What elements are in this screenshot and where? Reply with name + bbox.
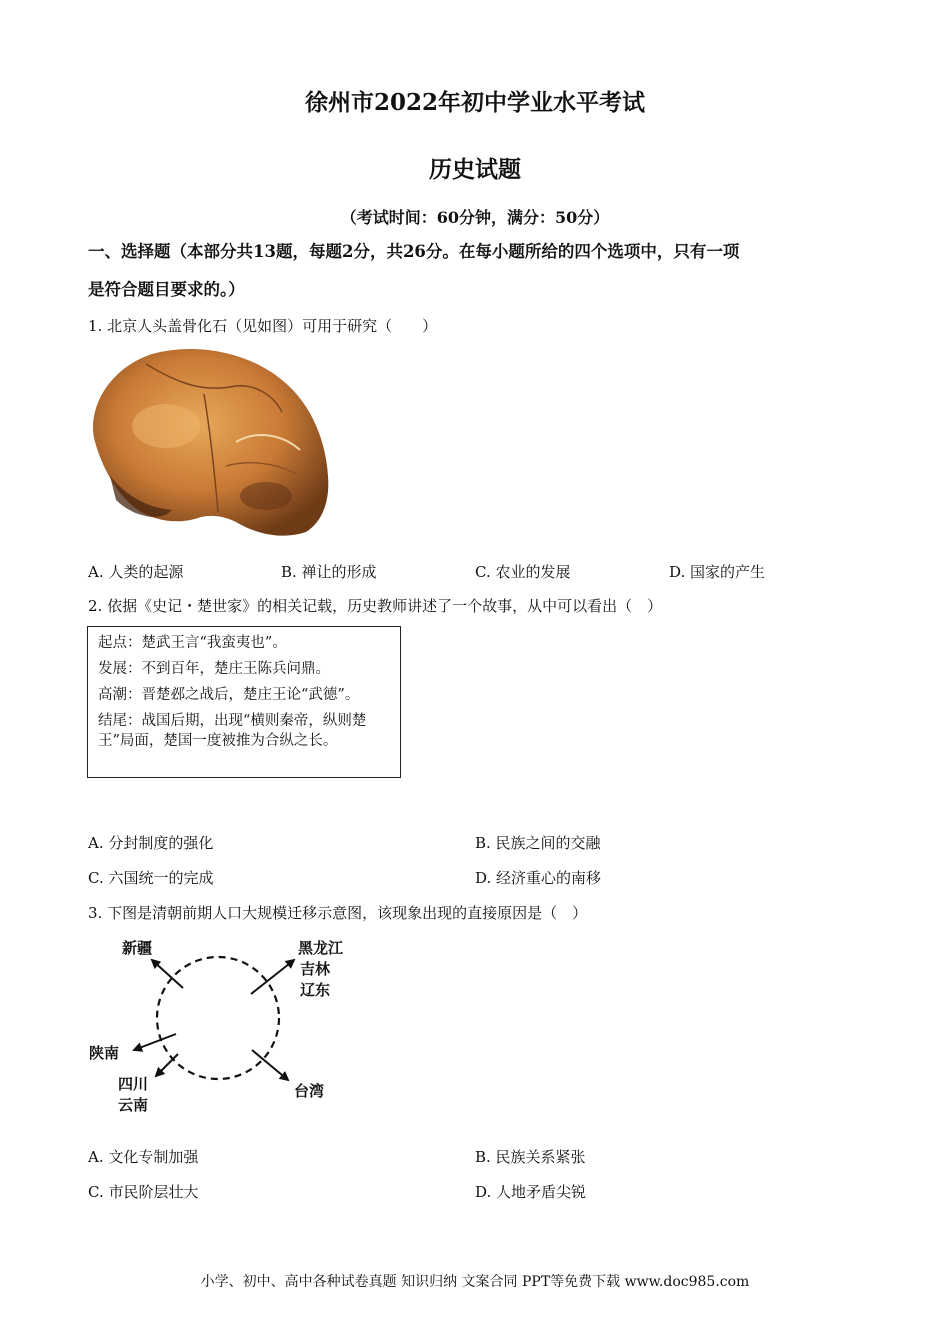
story-development: 发展：不到百年，楚庄王陈兵问鼎。	[98, 661, 330, 677]
q3-stem: 3. 下图是清朝前期人口大规模迁移示意图，该现象出现的直接原因是（ ）	[88, 904, 588, 922]
story-box	[87, 626, 401, 778]
map-label-yunnan: 云南	[118, 1096, 149, 1114]
story-start: 起点：楚武王言“我蛮夷也”。	[98, 635, 287, 651]
arrow-shaannan	[134, 1034, 176, 1050]
section-heading-line1: 一、选择题（本部分共13题，每题2分，共26分。在每小题所给的四个选项中，只有一项	[88, 242, 740, 261]
skull-fossil-image	[86, 346, 332, 540]
section-heading	[88, 233, 868, 309]
q2-option-d[interactable]: D. 经济重心的南移	[475, 869, 602, 887]
q3-option-a[interactable]: A. 文化专制加强	[88, 1148, 199, 1166]
section-heading-line2: 是符合题目要求的。）	[88, 280, 245, 299]
q2-option-c[interactable]: C. 六国统一的完成	[88, 869, 214, 887]
q1-stem: 1. 北京人头盖骨化石（见如图）可用于研究（ ）	[88, 317, 438, 335]
subject-title: 历史试题	[429, 156, 521, 183]
story-ending: 结尾：战国后期，出现“横则秦帝，纵则楚王”局面，楚国一度被推为合纵之长。	[98, 713, 367, 749]
map-label-jilin: 吉林	[300, 960, 331, 978]
migration-origin-circle	[157, 957, 279, 1079]
q1-option-a[interactable]: A. 人类的起源	[88, 563, 184, 581]
map-label-taiwan: 台湾	[294, 1082, 325, 1100]
q1-option-d[interactable]: D. 国家的产生	[669, 563, 766, 581]
story-climax: 高潮：晋楚邲之战后，楚庄王论“武德”。	[98, 687, 360, 703]
q3-option-c[interactable]: C. 市民阶层壮大	[88, 1183, 199, 1201]
q1-option-c[interactable]: C. 农业的发展	[475, 563, 571, 581]
arrow-xinjiang	[152, 960, 183, 988]
map-label-heilongjiang: 黑龙江	[298, 939, 344, 957]
q3-option-d[interactable]: D. 人地矛盾尖锐	[475, 1183, 587, 1201]
map-label-liaodong: 辽东	[300, 981, 331, 999]
q2-option-b[interactable]: B. 民族之间的交融	[475, 834, 601, 852]
q1-option-b[interactable]: B. 禅让的形成	[281, 563, 377, 581]
q2-option-a[interactable]: A. 分封制度的强化	[88, 834, 214, 852]
page-footer: 小学、初中、高中各种试卷真题 知识归纳 文案合同 PPT等免费下载 www.doc985.com	[200, 1274, 750, 1290]
exam-info: （考试时间：60分钟，满分：50分）	[340, 208, 610, 227]
arrow-southwest	[156, 1054, 178, 1076]
exam-title: 徐州市2022年初中学业水平考试	[304, 89, 645, 116]
q2-stem: 2. 依据《史记・楚世家》的相关记载，历史教师讲述了一个故事，从中可以看出（ ）	[88, 597, 663, 615]
map-label-xinjiang: 新疆	[122, 939, 153, 957]
map-label-sichuan: 四川	[118, 1075, 149, 1093]
map-label-shaannan: 陕南	[89, 1044, 120, 1062]
q3-option-b[interactable]: B. 民族关系紧张	[475, 1148, 586, 1166]
